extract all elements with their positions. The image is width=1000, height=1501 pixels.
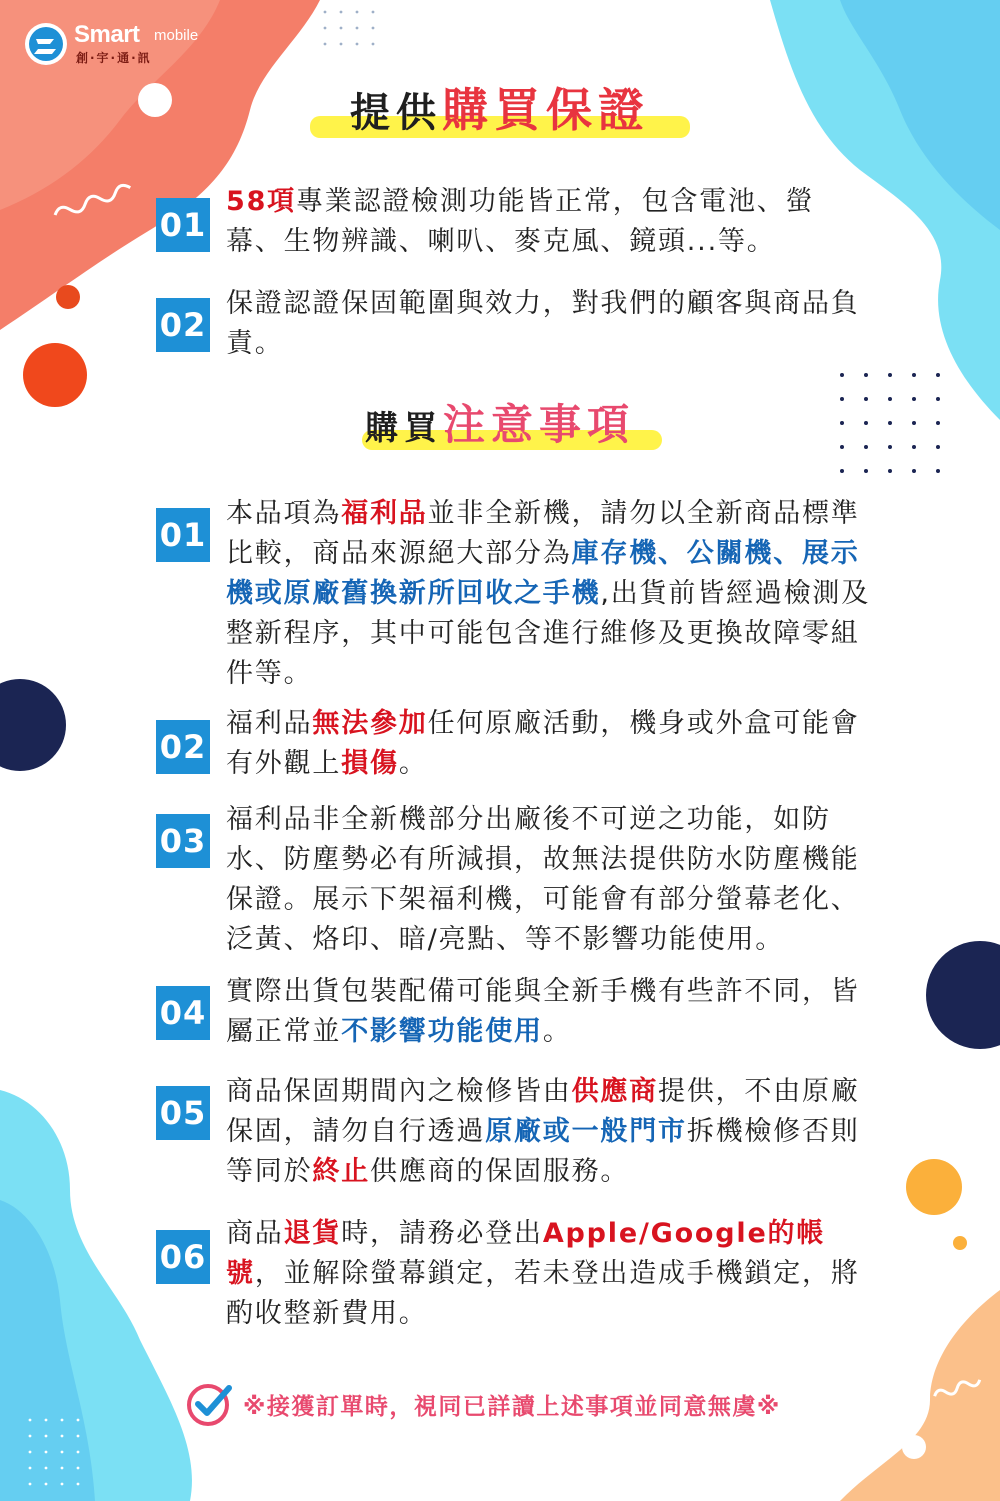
emphasis-red: 58項: [226, 186, 296, 217]
footer-text: ※接獲訂單時，視同已詳讀上述事項並同意無虞※: [243, 1394, 781, 1420]
emphasis-blue: 不影響功能使用: [341, 1016, 543, 1047]
text-segment: 福利品非全新機部分出廠後不可逆之功能，如防水、防塵勢必有所減損，故無法提供防水防塵機能保證。展示下架福利機，可能會有部分螢幕老化、泛黃、烙印、暗/亮點、等不影響功能使用。: [226, 804, 860, 955]
text-segment: 保證認證保固範圍與效力，對我們的顧客與商品負責。: [226, 288, 860, 359]
guarantee-text: [226, 182, 871, 262]
emphasis-red: Apple/Google的帳號: [226, 1218, 826, 1289]
guarantee-number-badge: 02: [156, 298, 210, 352]
note-number-badge: 06: [156, 1230, 210, 1284]
footer-agreement: [185, 1380, 845, 1428]
text-segment: 提供，不由原廠保固，請勿自行透過: [226, 1076, 860, 1147]
heading-guarantee-accent: 購買保證: [442, 83, 650, 137]
emphasis-blue: 庫存機、公關機、展示機或原廠舊換新所回收之手機: [226, 538, 860, 609]
heading-notes: [340, 396, 660, 454]
emphasis-red: 損傷: [341, 748, 399, 779]
guarantee-text: [226, 284, 871, 364]
note-text: [226, 972, 871, 1052]
logo-wordmark: Smart: [74, 21, 140, 48]
text-segment: 任何原廠活動，機身或外盒可能會有外觀上: [226, 708, 860, 779]
emphasis-blue: 原廠或一般門市: [485, 1116, 687, 1147]
note-text: [226, 494, 871, 694]
note-number-badge: 01: [156, 508, 210, 562]
check-circle-icon: [185, 1380, 233, 1428]
text-segment: 本品項為: [226, 498, 342, 529]
note-text: [226, 800, 871, 960]
text-segment: ，並解除螢幕鎖定，若未登出造成手機鎖定，將酌收整新費用。: [226, 1258, 860, 1329]
brand-logo: [24, 22, 224, 66]
logo-subtitle: mobile: [154, 27, 199, 44]
text-segment: 時，請務必登出: [341, 1218, 543, 1249]
text-segment: 實際出貨包裝配備可能與全新手機有些許不同，皆屬正常並: [226, 976, 860, 1047]
heading-guarantee-plain: 提供: [350, 90, 442, 136]
text-segment: 。: [398, 748, 428, 779]
emphasis-red: 終止: [312, 1156, 371, 1187]
text-segment: 商品: [226, 1218, 284, 1249]
logo-mark-icon: [24, 22, 68, 66]
note-text: [226, 704, 871, 784]
emphasis-red: 退貨: [283, 1218, 342, 1249]
text-segment: 拆機檢修否則等同於: [226, 1116, 860, 1187]
note-number-badge: 02: [156, 720, 210, 774]
text-segment: 福利品: [226, 708, 313, 739]
text-segment: 並非全新機，請勿以全新商品標準比較，商品來源絕大部分為: [226, 498, 860, 569]
heading-notes-plain: 購買: [364, 408, 443, 447]
note-text: [226, 1214, 871, 1334]
text-segment: 供應商的保固服務。: [370, 1156, 630, 1187]
note-number-badge: 04: [156, 986, 210, 1040]
heading-guarantee: [310, 78, 690, 142]
note-number-badge: 05: [156, 1086, 210, 1140]
guarantee-number-badge: 01: [156, 198, 210, 252]
text-segment: ,出貨前皆經過檢測及整新程序，其中可能包含進行維修及更換故障零組件等。: [226, 578, 870, 689]
heading-notes-accent: 注意事項: [442, 400, 635, 449]
emphasis-red: 無法參加: [312, 708, 428, 739]
note-number-badge: 03: [156, 814, 210, 868]
note-text: [226, 1072, 871, 1192]
logo-chinese: 創·宇·通·訊: [76, 51, 152, 65]
emphasis-red: 供應商: [571, 1076, 659, 1107]
text-segment: 。: [542, 1016, 572, 1047]
emphasis-red: 福利品: [341, 498, 428, 529]
text-segment: 專業認證檢測功能皆正常，包含電池、螢幕、生物辨識、喇叭、麥克風、鏡頭...等。: [226, 186, 815, 257]
text-segment: 商品保固期間內之檢修皆由: [226, 1076, 572, 1107]
